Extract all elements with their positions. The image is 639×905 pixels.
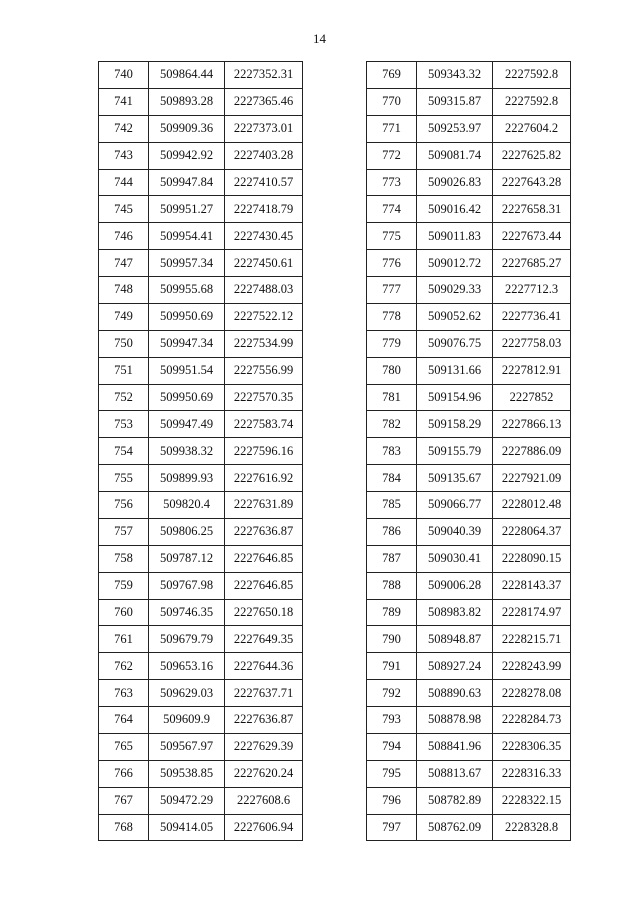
table-row <box>99 653 303 680</box>
table-row <box>99 438 303 465</box>
coordinates-table-body <box>99 62 303 841</box>
y-coordinate-cell: 2227430.45 <box>225 223 303 250</box>
table-row <box>367 518 571 545</box>
point-number-cell: 794 <box>367 733 417 760</box>
table-row <box>367 115 571 142</box>
point-number-cell: 788 <box>367 572 417 599</box>
y-coordinate-cell: 2227606.94 <box>225 814 303 841</box>
table-row <box>367 330 571 357</box>
point-number-cell: 758 <box>99 545 149 572</box>
point-number-cell: 757 <box>99 518 149 545</box>
x-coordinate-cell: 509653.16 <box>149 653 225 680</box>
x-coordinate-cell: 509909.36 <box>149 115 225 142</box>
table-row <box>99 465 303 492</box>
x-coordinate-cell: 509957.34 <box>149 250 225 277</box>
y-coordinate-cell: 2227365.46 <box>225 88 303 115</box>
point-number-cell: 740 <box>99 62 149 89</box>
x-coordinate-cell: 508813.67 <box>417 760 493 787</box>
point-number-cell: 749 <box>99 303 149 330</box>
point-number-cell: 743 <box>99 142 149 169</box>
x-coordinate-cell: 509951.54 <box>149 357 225 384</box>
point-number-cell: 765 <box>99 733 149 760</box>
point-number-cell: 782 <box>367 411 417 438</box>
x-coordinate-cell: 509806.25 <box>149 518 225 545</box>
table-row <box>99 250 303 277</box>
point-number-cell: 784 <box>367 465 417 492</box>
table-row <box>99 626 303 653</box>
x-coordinate-cell: 509076.75 <box>417 330 493 357</box>
x-coordinate-cell: 509942.92 <box>149 142 225 169</box>
point-number-cell: 790 <box>367 626 417 653</box>
x-coordinate-cell: 509947.84 <box>149 169 225 196</box>
table-row <box>99 733 303 760</box>
table-row <box>99 223 303 250</box>
y-coordinate-cell: 2228306.35 <box>493 733 571 760</box>
y-coordinate-cell: 2227866.13 <box>493 411 571 438</box>
y-coordinate-cell: 2227604.2 <box>493 115 571 142</box>
point-number-cell: 773 <box>367 169 417 196</box>
y-coordinate-cell: 2227712.3 <box>493 277 571 304</box>
point-number-cell: 775 <box>367 223 417 250</box>
x-coordinate-cell: 509131.66 <box>417 357 493 384</box>
x-coordinate-cell: 509026.83 <box>417 169 493 196</box>
table-row <box>99 277 303 304</box>
table-row <box>367 626 571 653</box>
page-number: 14 <box>313 31 326 46</box>
point-number-cell: 781 <box>367 384 417 411</box>
x-coordinate-cell: 509030.41 <box>417 545 493 572</box>
x-coordinate-cell: 509947.34 <box>149 330 225 357</box>
point-number-cell: 747 <box>99 250 149 277</box>
table-row <box>99 518 303 545</box>
table-row <box>367 599 571 626</box>
table-row <box>99 545 303 572</box>
y-coordinate-cell: 2227556.99 <box>225 357 303 384</box>
x-coordinate-cell: 509472.29 <box>149 787 225 814</box>
x-coordinate-cell: 509158.29 <box>417 411 493 438</box>
y-coordinate-cell: 2227636.87 <box>225 518 303 545</box>
table-row <box>367 277 571 304</box>
x-coordinate-cell: 508983.82 <box>417 599 493 626</box>
x-coordinate-cell: 509414.05 <box>149 814 225 841</box>
table-row <box>367 223 571 250</box>
y-coordinate-cell: 2227616.92 <box>225 465 303 492</box>
point-number-cell: 741 <box>99 88 149 115</box>
point-number-cell: 768 <box>99 814 149 841</box>
y-coordinate-cell: 2227643.28 <box>493 169 571 196</box>
table-row <box>367 492 571 519</box>
point-number-cell: 755 <box>99 465 149 492</box>
point-number-cell: 779 <box>367 330 417 357</box>
table-row <box>367 733 571 760</box>
y-coordinate-cell: 2227921.09 <box>493 465 571 492</box>
point-number-cell: 770 <box>367 88 417 115</box>
y-coordinate-cell: 2227812.91 <box>493 357 571 384</box>
point-number-cell: 742 <box>99 115 149 142</box>
y-coordinate-cell: 2227758.03 <box>493 330 571 357</box>
point-number-cell: 746 <box>99 223 149 250</box>
x-coordinate-cell: 509155.79 <box>417 438 493 465</box>
y-coordinate-cell: 2228243.99 <box>493 653 571 680</box>
y-coordinate-cell: 2227403.28 <box>225 142 303 169</box>
point-number-cell: 786 <box>367 518 417 545</box>
x-coordinate-cell: 509081.74 <box>417 142 493 169</box>
point-number-cell: 752 <box>99 384 149 411</box>
point-number-cell: 767 <box>99 787 149 814</box>
x-coordinate-cell: 509538.85 <box>149 760 225 787</box>
y-coordinate-cell: 2227608.6 <box>225 787 303 814</box>
x-coordinate-cell: 508762.09 <box>417 814 493 841</box>
y-coordinate-cell: 2227886.09 <box>493 438 571 465</box>
y-coordinate-cell: 2227637.71 <box>225 680 303 707</box>
x-coordinate-cell: 509315.87 <box>417 88 493 115</box>
y-coordinate-cell: 2227534.99 <box>225 330 303 357</box>
table-row <box>367 169 571 196</box>
y-coordinate-cell: 2228012.48 <box>493 492 571 519</box>
table-row <box>99 142 303 169</box>
y-coordinate-cell: 2227646.85 <box>225 545 303 572</box>
y-coordinate-cell: 2228143.37 <box>493 572 571 599</box>
table-row <box>99 814 303 841</box>
point-number-cell: 762 <box>99 653 149 680</box>
x-coordinate-cell: 509787.12 <box>149 545 225 572</box>
y-coordinate-cell: 2227352.31 <box>225 62 303 89</box>
x-coordinate-cell: 509899.93 <box>149 465 225 492</box>
x-coordinate-cell: 509938.32 <box>149 438 225 465</box>
point-number-cell: 754 <box>99 438 149 465</box>
x-coordinate-cell: 509006.28 <box>417 572 493 599</box>
y-coordinate-cell: 2228322.15 <box>493 787 571 814</box>
y-coordinate-cell: 2227736.41 <box>493 303 571 330</box>
point-number-cell: 763 <box>99 680 149 707</box>
point-number-cell: 748 <box>99 277 149 304</box>
y-coordinate-cell: 2228284.73 <box>493 707 571 734</box>
x-coordinate-cell: 509951.27 <box>149 196 225 223</box>
point-number-cell: 791 <box>367 653 417 680</box>
table-row <box>367 787 571 814</box>
table-row <box>99 62 303 89</box>
point-number-cell: 793 <box>367 707 417 734</box>
y-coordinate-cell: 2228328.8 <box>493 814 571 841</box>
table-row <box>367 303 571 330</box>
y-coordinate-cell: 2227373.01 <box>225 115 303 142</box>
x-coordinate-cell: 509746.35 <box>149 599 225 626</box>
y-coordinate-cell: 2227592.8 <box>493 62 571 89</box>
y-coordinate-cell: 2228278.08 <box>493 680 571 707</box>
y-coordinate-cell: 2227673.44 <box>493 223 571 250</box>
y-coordinate-cell: 2227644.36 <box>225 653 303 680</box>
point-number-cell: 792 <box>367 680 417 707</box>
y-coordinate-cell: 2227592.8 <box>493 88 571 115</box>
point-number-cell: 785 <box>367 492 417 519</box>
y-coordinate-cell: 2227636.87 <box>225 707 303 734</box>
x-coordinate-cell: 509052.62 <box>417 303 493 330</box>
x-coordinate-cell: 509040.39 <box>417 518 493 545</box>
point-number-cell: 744 <box>99 169 149 196</box>
x-coordinate-cell: 509012.72 <box>417 250 493 277</box>
point-number-cell: 780 <box>367 357 417 384</box>
y-coordinate-cell: 2227522.12 <box>225 303 303 330</box>
table-row <box>367 760 571 787</box>
y-coordinate-cell: 2227650.18 <box>225 599 303 626</box>
x-coordinate-cell: 509011.83 <box>417 223 493 250</box>
table-row <box>99 384 303 411</box>
table-row <box>99 572 303 599</box>
point-number-cell: 797 <box>367 814 417 841</box>
x-coordinate-cell: 509609.9 <box>149 707 225 734</box>
y-coordinate-cell: 2228316.33 <box>493 760 571 787</box>
x-coordinate-cell: 508878.98 <box>417 707 493 734</box>
point-number-cell: 753 <box>99 411 149 438</box>
x-coordinate-cell: 509820.4 <box>149 492 225 519</box>
table-row <box>99 196 303 223</box>
y-coordinate-cell: 2228064.37 <box>493 518 571 545</box>
coordinates-table-left <box>98 61 303 841</box>
table-row <box>367 465 571 492</box>
table-row <box>367 707 571 734</box>
x-coordinate-cell: 509864.44 <box>149 62 225 89</box>
x-coordinate-cell: 508948.87 <box>417 626 493 653</box>
table-row <box>99 330 303 357</box>
table-row <box>99 680 303 707</box>
x-coordinate-cell: 509016.42 <box>417 196 493 223</box>
y-coordinate-cell: 2227450.61 <box>225 250 303 277</box>
y-coordinate-cell: 2227631.89 <box>225 492 303 519</box>
x-coordinate-cell: 509893.28 <box>149 88 225 115</box>
point-number-cell: 771 <box>367 115 417 142</box>
table-row <box>367 545 571 572</box>
table-row <box>99 599 303 626</box>
point-number-cell: 787 <box>367 545 417 572</box>
table-row <box>99 760 303 787</box>
table-row <box>367 142 571 169</box>
table-row <box>99 169 303 196</box>
x-coordinate-cell: 509679.79 <box>149 626 225 653</box>
y-coordinate-cell: 2227410.57 <box>225 169 303 196</box>
table-row <box>99 787 303 814</box>
point-number-cell: 777 <box>367 277 417 304</box>
x-coordinate-cell: 509343.32 <box>417 62 493 89</box>
table-row <box>367 438 571 465</box>
point-number-cell: 783 <box>367 438 417 465</box>
x-coordinate-cell: 509135.67 <box>417 465 493 492</box>
table-row <box>99 707 303 734</box>
y-coordinate-cell: 2227685.27 <box>493 250 571 277</box>
table-row <box>367 357 571 384</box>
x-coordinate-cell: 509253.97 <box>417 115 493 142</box>
table-row <box>99 411 303 438</box>
table-row <box>367 88 571 115</box>
y-coordinate-cell: 2227583.74 <box>225 411 303 438</box>
x-coordinate-cell: 508841.96 <box>417 733 493 760</box>
y-coordinate-cell: 2227570.35 <box>225 384 303 411</box>
point-number-cell: 756 <box>99 492 149 519</box>
point-number-cell: 778 <box>367 303 417 330</box>
table-row <box>367 814 571 841</box>
point-number-cell: 764 <box>99 707 149 734</box>
x-coordinate-cell: 509950.69 <box>149 303 225 330</box>
x-coordinate-cell: 508927.24 <box>417 653 493 680</box>
y-coordinate-cell: 2227629.39 <box>225 733 303 760</box>
point-number-cell: 772 <box>367 142 417 169</box>
table-row <box>367 411 571 438</box>
x-coordinate-cell: 509955.68 <box>149 277 225 304</box>
point-number-cell: 751 <box>99 357 149 384</box>
point-number-cell: 795 <box>367 760 417 787</box>
y-coordinate-cell: 2227596.16 <box>225 438 303 465</box>
y-coordinate-cell: 2227620.24 <box>225 760 303 787</box>
point-number-cell: 774 <box>367 196 417 223</box>
x-coordinate-cell: 508782.89 <box>417 787 493 814</box>
x-coordinate-cell: 509154.96 <box>417 384 493 411</box>
table-row <box>367 62 571 89</box>
y-coordinate-cell: 2227488.03 <box>225 277 303 304</box>
y-coordinate-cell: 2227852 <box>493 384 571 411</box>
x-coordinate-cell: 508890.63 <box>417 680 493 707</box>
x-coordinate-cell: 509950.69 <box>149 384 225 411</box>
coordinates-table-body <box>367 62 571 841</box>
point-number-cell: 776 <box>367 250 417 277</box>
point-number-cell: 769 <box>367 62 417 89</box>
x-coordinate-cell: 509029.33 <box>417 277 493 304</box>
coordinates-table-right <box>366 61 571 841</box>
point-number-cell: 789 <box>367 599 417 626</box>
table-row <box>367 680 571 707</box>
y-coordinate-cell: 2227418.79 <box>225 196 303 223</box>
x-coordinate-cell: 509954.41 <box>149 223 225 250</box>
x-coordinate-cell: 509629.03 <box>149 680 225 707</box>
x-coordinate-cell: 509567.97 <box>149 733 225 760</box>
point-number-cell: 766 <box>99 760 149 787</box>
table-row <box>99 115 303 142</box>
point-number-cell: 796 <box>367 787 417 814</box>
point-number-cell: 761 <box>99 626 149 653</box>
table-row <box>99 357 303 384</box>
x-coordinate-cell: 509066.77 <box>417 492 493 519</box>
point-number-cell: 745 <box>99 196 149 223</box>
table-row <box>367 384 571 411</box>
table-row <box>99 303 303 330</box>
table-row <box>99 492 303 519</box>
y-coordinate-cell: 2227649.35 <box>225 626 303 653</box>
y-coordinate-cell: 2227625.82 <box>493 142 571 169</box>
y-coordinate-cell: 2227646.85 <box>225 572 303 599</box>
table-row <box>367 196 571 223</box>
point-number-cell: 759 <box>99 572 149 599</box>
x-coordinate-cell: 509767.98 <box>149 572 225 599</box>
table-row <box>367 572 571 599</box>
y-coordinate-cell: 2228215.71 <box>493 626 571 653</box>
y-coordinate-cell: 2227658.31 <box>493 196 571 223</box>
point-number-cell: 760 <box>99 599 149 626</box>
y-coordinate-cell: 2228090.15 <box>493 545 571 572</box>
table-row <box>367 250 571 277</box>
point-number-cell: 750 <box>99 330 149 357</box>
table-row <box>367 653 571 680</box>
table-row <box>99 88 303 115</box>
y-coordinate-cell: 2228174.97 <box>493 599 571 626</box>
x-coordinate-cell: 509947.49 <box>149 411 225 438</box>
